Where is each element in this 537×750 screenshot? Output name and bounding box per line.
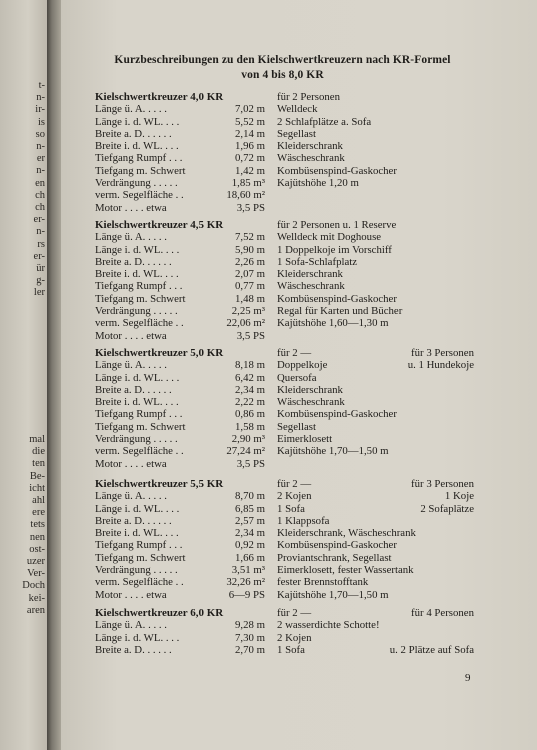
spec-row (95, 372, 480, 384)
spec-row (95, 433, 480, 445)
section-title: Kielschwertkreuzer 6,0 KR (95, 607, 224, 619)
left-page-fragment: tets (30, 519, 45, 531)
spec-label: Länge i. d. WL. . . . (95, 502, 180, 515)
spec-value: 3,5 PS (236, 201, 265, 214)
spec-value: 6,85 m (235, 502, 265, 515)
equipment-item: Welldeck (277, 103, 318, 116)
spec-label: Länge ü. A. . . . . (95, 359, 167, 372)
left-page-fragment: is (37, 116, 45, 128)
spec-value: 8,70 m (235, 490, 265, 503)
spec-value: 3,5 PS (236, 329, 265, 342)
equipment-item: fester Brennstofftank (277, 576, 369, 589)
equipment-item: Kleiderschrank, Wäscheschrank (277, 527, 416, 540)
spec-label: Breite i. d. WL. . . . (95, 140, 179, 153)
spec-row (95, 231, 480, 243)
spec-value: 0,72 m (235, 152, 265, 165)
spec-row (95, 644, 480, 656)
spec-value: 1,48 m (235, 292, 265, 305)
spec-label: Länge ü. A. . . . . (95, 103, 167, 116)
left-page-fragment: icht (29, 482, 45, 494)
spec-label: Tiefgang m. Schwert (95, 164, 186, 177)
section-title-row (95, 91, 480, 103)
spec-row (95, 128, 480, 140)
spec-row (95, 552, 480, 564)
spec-value: 6—9 PS (228, 588, 265, 601)
page-number: 9 (465, 672, 471, 684)
spec-label: Motor . . . . etwa (95, 588, 167, 601)
spec-label: Länge i. d. WL. . . . (95, 243, 180, 256)
spec-label: Breite a. D. . . . . . (95, 514, 172, 527)
spec-row (95, 202, 480, 214)
spec-value: 5,52 m (235, 115, 265, 128)
equipment-item: 2 Schlafplätze a. Sofa (277, 115, 372, 128)
left-page-fragment: ür (36, 263, 45, 274)
left-page-fragment: n- (36, 226, 45, 238)
spec-row (95, 490, 480, 502)
spec-value: 0,77 m (235, 280, 265, 293)
spec-label: Länge i. d. WL. . . . (95, 371, 180, 384)
spec-row (95, 359, 480, 371)
equipment-item: Welldeck mit Doghouse (277, 231, 382, 244)
spec-value: 2,70 m (235, 643, 265, 656)
equipment-item: Eimerklosett (277, 433, 333, 446)
spec-row (95, 396, 480, 408)
equipment-item: 1 Doppelkoje im Vorschiff (277, 243, 392, 256)
spec-label: Tiefgang m. Schwert (95, 551, 186, 564)
section-title: Kielschwertkreuzer 4,0 KR (95, 91, 224, 103)
spec-value: 3,51 m³ (231, 564, 265, 577)
equipment-item: Kleiderschrank (277, 140, 343, 153)
spec-label: verm. Segelfläche . . (95, 445, 184, 458)
spec-label: Motor . . . . etwa (95, 201, 167, 214)
spec-value: 2,34 m (235, 527, 265, 540)
spec-label: Verdrängung . . . . . (95, 564, 178, 577)
spec-value: 1,58 m (235, 420, 265, 433)
spec-value: 7,02 m (235, 103, 265, 116)
left-facing-page (0, 0, 47, 750)
spec-value: 7,52 m (235, 231, 265, 244)
spec-label: Breite a. D. . . . . . (95, 255, 172, 268)
section-capacity: für 2 Personen u. 1 Reserve (277, 219, 397, 231)
spec-label: Tiefgang m. Schwert (95, 292, 186, 305)
equipment-item: Kleiderschrank (277, 268, 343, 281)
equipment-item: Kajütshöhe 1,70—1,50 m (277, 588, 389, 601)
spec-row (95, 293, 480, 305)
spec-row (95, 619, 480, 631)
left-page-fragment: ler (33, 287, 45, 299)
spec-label: Länge ü. A. . . . . (95, 619, 167, 632)
spec-label: Länge ü. A. . . . . (95, 490, 167, 503)
spec-row (95, 317, 480, 329)
equipment-item: Proviantschrank, Segellast (277, 551, 392, 564)
spec-value: 2,14 m (235, 127, 265, 140)
spec-label: Breite a. D. . . . . . (95, 643, 172, 656)
spec-section (95, 91, 480, 214)
spec-value: 2,90 m³ (231, 433, 265, 446)
section-capacity-alt: für 3 Personen (411, 347, 474, 359)
spec-row (95, 244, 480, 256)
equipment-item: Kombüsenspind-Gaskocher (277, 408, 397, 421)
equipment-item: 1 Sofa (277, 643, 305, 656)
spec-value: 0,86 m (235, 408, 265, 421)
spec-value: 2,25 m³ (231, 305, 265, 318)
spec-row (95, 539, 480, 551)
equipment-item: 2 Kojen (277, 490, 312, 503)
spec-row (95, 330, 480, 342)
spec-label: Breite i. d. WL. . . . (95, 527, 179, 540)
section-capacity-alt: für 4 Personen (411, 607, 474, 619)
section-capacity: für 2 — (277, 607, 312, 619)
spec-value: 2,57 m (235, 514, 265, 527)
spec-row (95, 576, 480, 588)
heading-line-1: Kurzbeschreibungen zu den Kielschwertkreuzern nach KR-Formel (114, 54, 451, 66)
spec-section (95, 478, 480, 601)
left-page-fragment: n- (36, 141, 45, 152)
spec-row (95, 421, 480, 433)
spec-label: Breite a. D. . . . . . (95, 383, 172, 396)
spec-row (95, 165, 480, 177)
spec-value: 7,30 m (235, 631, 265, 644)
left-page-fragment: Doch (22, 580, 45, 592)
equipment-item-alt: 1 Koje (444, 490, 474, 503)
spec-section (95, 219, 480, 342)
left-page-fragment: so (35, 128, 45, 140)
left-page-fragment: g- (36, 275, 45, 287)
equipment-item-alt: u. 2 Plätze auf Sofa (389, 643, 474, 656)
left-page-fragment: aren (26, 604, 45, 616)
spec-label: Breite i. d. WL. . . . (95, 396, 179, 409)
equipment-item-alt: u. 1 Hundekoje (407, 359, 474, 372)
spec-value: 1,42 m (235, 164, 265, 177)
spec-row (95, 268, 480, 280)
section-title-row (95, 607, 480, 619)
section-capacity: für 2 Personen (277, 91, 340, 103)
spec-value: 8,18 m (235, 359, 265, 372)
left-page-fragment: nen (29, 531, 45, 543)
equipment-item: 1 Sofa-Schlafplatz (277, 255, 358, 268)
spec-row (95, 503, 480, 515)
spec-label: Breite a. D. . . . . . (95, 127, 172, 140)
spec-label: verm. Segelfläche . . (95, 317, 184, 330)
spec-label: Verdrängung . . . . . (95, 177, 178, 190)
left-page-fragment: kei- (28, 592, 45, 604)
left-page-fragment: ahl (32, 495, 45, 506)
spec-label: Länge ü. A. . . . . (95, 231, 167, 244)
spec-value: 5,90 m (235, 243, 265, 256)
spec-row (95, 632, 480, 644)
spec-value: 6,42 m (235, 371, 265, 384)
spec-row (95, 564, 480, 576)
spec-value: 3,5 PS (236, 457, 265, 470)
spec-value: 18,60 m² (226, 189, 265, 202)
section-title-row (95, 478, 480, 490)
equipment-item: Kombüsenspind-Gaskocher (277, 164, 397, 177)
equipment-item: Kajütshöhe 1,20 m (277, 177, 359, 190)
left-page-fragment: mal (29, 434, 45, 445)
left-page-fragment: ch (35, 189, 45, 201)
spec-label: Breite i. d. WL. . . . (95, 268, 179, 281)
left-page-fragment: rs (37, 238, 45, 250)
book-gutter (47, 0, 61, 750)
spec-row (95, 458, 480, 470)
spec-label: Länge i. d. WL. . . . (95, 631, 180, 644)
left-page-fragment: ost- (29, 543, 45, 555)
spec-value: 0,92 m (235, 539, 265, 552)
equipment-item: Wäscheschrank (277, 396, 345, 409)
equipment-item: Segellast (277, 127, 316, 140)
spec-label: Tiefgang Rumpf . . . (95, 152, 183, 165)
section-title-row (95, 219, 480, 231)
spec-row (95, 116, 480, 128)
spec-label: Tiefgang Rumpf . . . (95, 408, 183, 421)
section-title: Kielschwertkreuzer 4,5 KR (95, 219, 224, 231)
spec-value: 32,26 m² (226, 576, 265, 589)
left-page-fragment: Be- (29, 470, 45, 482)
spec-label: Verdrängung . . . . . (95, 305, 178, 318)
section-title-row (95, 347, 480, 359)
spec-row (95, 408, 480, 420)
equipment-item: Kleiderschrank (277, 383, 343, 396)
spec-label: verm. Segelfläche . . (95, 576, 184, 589)
equipment-item: Kombüsenspind-Gaskocher (277, 292, 397, 305)
heading-line-2: von 4 bis 8,0 KR (241, 69, 324, 81)
spec-value: 1,66 m (235, 551, 265, 564)
equipment-item: Segellast (277, 420, 316, 433)
equipment-item: 1 Klappsofa (277, 514, 330, 527)
spec-row (95, 280, 480, 292)
left-page-fragment: en (35, 177, 45, 189)
spec-label: Tiefgang Rumpf . . . (95, 280, 183, 293)
spec-label: Verdrängung . . . . . (95, 433, 178, 446)
spec-row (95, 445, 480, 457)
equipment-item: 1 Sofa (277, 502, 305, 515)
spec-row (95, 384, 480, 396)
left-page-fragment: t- (38, 80, 45, 91)
spec-value: 9,28 m (235, 619, 265, 632)
section-capacity-alt: für 3 Personen (411, 478, 474, 490)
spec-row (95, 515, 480, 527)
spec-value: 1,96 m (235, 140, 265, 153)
spec-label: Tiefgang m. Schwert (95, 420, 186, 433)
left-page-fragment: Ver- (27, 568, 45, 580)
section-capacity: für 2 — (277, 478, 312, 490)
left-page-fragment: er- (33, 250, 45, 262)
page-heading (95, 53, 470, 83)
spec-row (95, 152, 480, 164)
equipment-item: Quersofa (277, 371, 317, 384)
left-page-fragment: ch (35, 202, 45, 213)
section-capacity: für 2 — (277, 347, 312, 359)
spec-row (95, 256, 480, 268)
spec-value: 27,24 m² (226, 445, 265, 458)
section-title: Kielschwertkreuzer 5,5 KR (95, 478, 224, 490)
equipment-item: Doppelkoje (277, 359, 328, 372)
left-page-fragment: er (36, 153, 45, 165)
equipment-item: Kombüsenspind-Gaskocher (277, 539, 397, 552)
spec-section (95, 347, 480, 470)
equipment-item: Regal für Karten und Bücher (277, 305, 403, 318)
spec-row (95, 177, 480, 189)
left-page-fragment: n- (36, 92, 45, 104)
left-page-fragment: ir- (35, 104, 45, 116)
spec-label: verm. Segelfläche . . (95, 189, 184, 202)
equipment-item: Kajütshöhe 1,70—1,50 m (277, 445, 389, 458)
spec-value: 2,22 m (235, 396, 265, 409)
spec-value: 2,07 m (235, 268, 265, 281)
spec-row (95, 527, 480, 539)
spec-label: Motor . . . . etwa (95, 457, 167, 470)
spec-row (95, 305, 480, 317)
left-page-fragment: er- (33, 214, 45, 226)
equipment-item: Wäscheschrank (277, 280, 345, 293)
equipment-item: Wäscheschrank (277, 152, 345, 165)
spec-value: 2,26 m (235, 255, 265, 268)
equipment-item: 2 Kojen (277, 631, 312, 644)
spec-value: 2,34 m (235, 383, 265, 396)
left-page-fragment: n- (36, 165, 45, 177)
spec-label: Tiefgang Rumpf . . . (95, 539, 183, 552)
spec-row (95, 589, 480, 601)
left-page-fragment: die (32, 446, 45, 458)
spec-row (95, 140, 480, 152)
equipment-item: Eimerklosett, fester Wassertank (277, 564, 414, 577)
left-page-fragment: ere (32, 507, 45, 519)
equipment-item: 2 wasserdichte Schotte! (277, 619, 380, 632)
spec-value: 22,06 m² (226, 317, 265, 330)
spec-row (95, 189, 480, 201)
equipment-item-alt: 2 Sofaplätze (420, 502, 474, 515)
spec-row (95, 103, 480, 115)
spec-label: Länge i. d. WL. . . . (95, 115, 180, 128)
spec-value: 1,85 m³ (231, 177, 265, 190)
spec-label: Motor . . . . etwa (95, 329, 167, 342)
equipment-item: Kajütshöhe 1,60—1,30 m (277, 317, 389, 330)
section-title: Kielschwertkreuzer 5,0 KR (95, 347, 224, 359)
left-page-fragment: ten (32, 458, 45, 470)
left-page-fragment: uzer (26, 556, 45, 567)
spec-section (95, 607, 480, 656)
